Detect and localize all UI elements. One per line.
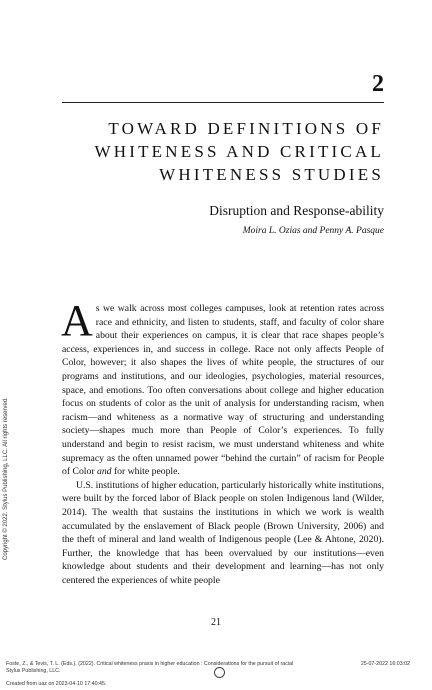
footer-citation [6, 661, 293, 675]
publisher-logo-icon [214, 667, 225, 678]
drop-cap: A [61, 296, 93, 345]
chapter-number: 2 [372, 71, 384, 97]
chapter-subtitle: Disruption and Response-ability [209, 203, 384, 218]
chapter-title-line-2: WHITENESS AND CRITICAL [94, 142, 384, 161]
chapter-title-line-1: TOWARD DEFINITIONS OF [108, 119, 384, 138]
footer-citation-line: Foste, Z., & Tevis, T. L. (Eds.). (2022). Critical whiteness praxis in higher education : Considerations for the pursuit of racial [6, 661, 294, 667]
chapter-title-line-3: WHITENESS STUDIES [159, 165, 384, 184]
paragraph-2: U.S. institutions of higher education, particularly historically white institutions, were built by the forced labor of Black people on stolen Indigenous land (Wilder, 2014). The wealth that sustains the institutions in which we work is wealth accumulated by the enslavement of Black people (Brown University, 2006) and the theft of mineral and land wealth of Indigenous people (Lee & Ahtone, 2020). Further, the knowledge that has been overvalued by our institutions—even knowledge about students and their development and learning—has not only centered the experiences of white people [62, 479, 384, 586]
paragraph-1-text: s we walk across most colleges campuses, look at retention rates across race and ethnicity, and listen to students, staff, and faculty of color share about their experiences on campus, it is clear that race shapes people’s access, experiences in, and success in college. Race not only affects People of Color, however; it also shapes the lives of white people, the structures of our programs and institutions, and our ideologies, psychologies, material resources, space, and emotions. Too often conversations about college and higher education focus on students of color as the unit of analysis for understanding racism, when racism—and whiteness as a normative way of structuring and understanding society—shapes much more than People of Color’s experiences. To fully understand and begin to resist racism, we must understand whiteness and white supremacy as the often unnamed power “behind the curtain” of racism for People of Color [62, 303, 384, 478]
body-text [61, 296, 384, 587]
footer-timestamp: 25-07-2022 16:03:02 [360, 661, 410, 667]
paragraph-1 [61, 296, 384, 479]
chapter-rule [62, 102, 384, 103]
page-number: 21 [211, 617, 221, 628]
copyright-sidebar: Copyright © 2022. Stylus Publishing, LLC. All rights reserved. [3, 397, 9, 560]
footer-publisher: Stylus Publishing, LLC. [6, 668, 61, 674]
paragraph-1-end: for white people. [111, 466, 180, 478]
footer-created: Created from uaz on 2023-04-10 17:40:45. [6, 681, 107, 687]
chapter-authors: Moira L. Ozias and Penny A. Pasque [242, 226, 384, 236]
paragraph-1-emphasis: and [96, 466, 112, 478]
